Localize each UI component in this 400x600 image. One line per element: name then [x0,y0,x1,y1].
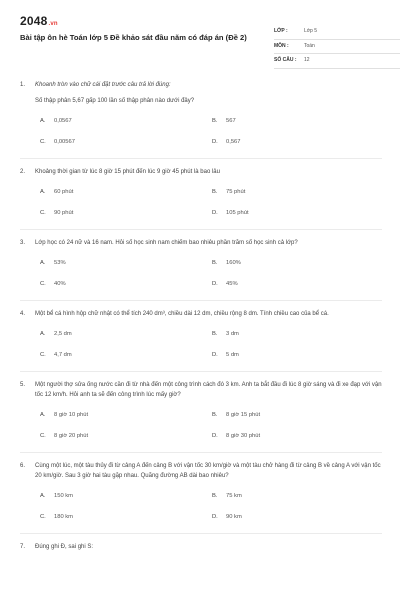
question-header [20,380,382,400]
option-row [20,187,382,197]
option-text: 40% [54,281,66,287]
option-text: 150 km [54,493,74,499]
logo[interactable] [20,14,58,28]
answer-option[interactable] [40,329,72,339]
option-text: 5 dm [226,352,239,358]
option-text: 105 phút [226,210,249,216]
answer-option[interactable] [40,512,73,522]
option-row [20,279,382,289]
answer-option[interactable] [212,491,242,501]
question-divider [20,158,382,159]
option-text: 567 [226,118,236,124]
answer-option[interactable] [212,410,260,420]
option-text: 0,0567 [54,118,72,124]
answer-option[interactable] [40,258,66,268]
answer-option[interactable] [212,208,249,218]
option-letter: B. [212,189,218,195]
question-header [20,167,382,177]
option-text: 90 km [226,514,242,520]
option-letter: C. [40,210,46,216]
answer-option[interactable] [212,137,241,147]
answer-option[interactable] [40,410,88,420]
question-header [20,309,382,319]
info-value: Lớp 5 [304,28,318,34]
option-text: 3 dm [226,331,239,337]
question-text: Khoanh tròn vào chữ cái đặt trước câu trả lời đúng: [35,82,171,88]
option-letter: D. [212,514,218,520]
answer-option[interactable] [212,258,241,268]
answer-option[interactable] [40,208,73,218]
page-title: Bài tập ôn hè Toán lớp 5 Đề khảo sát đầu năm có đáp án (Đề 2) [20,33,247,42]
question-6 [20,461,382,534]
option-text: 4,7 dm [54,352,72,358]
question-header [20,542,382,552]
question-2 [20,167,382,230]
option-row [20,329,382,339]
answer-option[interactable] [212,279,238,289]
question-number: 7. [20,544,26,550]
answer-option[interactable] [212,187,245,197]
info-value: 12 [304,57,310,63]
answer-option[interactable] [212,512,242,522]
option-text: 45% [226,281,238,287]
option-letter: A. [40,331,46,337]
option-row [20,208,382,218]
answer-option[interactable] [40,279,66,289]
answer-options [20,410,382,441]
option-letter: A. [40,189,46,195]
header [20,14,382,62]
option-text: 160% [226,260,241,266]
answer-option[interactable] [40,137,75,147]
answer-option[interactable] [40,187,73,197]
question-5 [20,380,382,453]
question-divider [20,533,382,534]
answer-options [20,116,382,147]
option-text: 75 km [226,493,242,499]
answer-option[interactable] [212,431,260,441]
option-letter: C. [40,139,46,145]
question-divider [20,300,382,301]
option-text: 2,5 dm [54,331,72,337]
answer-option[interactable] [212,329,239,339]
option-letter: D. [212,139,218,145]
info-row-subject [274,41,400,55]
logo-text: 2048 [20,14,48,28]
question-divider [20,371,382,372]
option-row [20,431,382,441]
option-letter: A. [40,118,46,124]
option-text: 8 giờ 20 phút [54,433,89,439]
option-letter: B. [212,260,218,266]
question-number: 2. [20,169,26,175]
question-header [20,238,382,248]
question-1 [20,80,382,159]
question-number: 3. [20,240,26,246]
question-header [20,461,382,481]
option-letter: D. [212,281,218,287]
question-4 [20,309,382,372]
question-3 [20,238,382,301]
question-text: Một bể cá hình hộp chữ nhật có thể tích 240 dm³, chiều dài 12 dm, chiều rộng 8 dm. Tính chiều cao của bể cá. [35,311,329,317]
question-divider [20,229,382,230]
option-row [20,410,382,420]
logo-suffix: .vn [48,21,58,27]
question-list [20,80,382,552]
option-letter: A. [40,412,46,418]
option-letter: C. [40,281,46,287]
option-row [20,491,382,501]
question-text: Lớp học có 24 nữ và 16 nam. Hỏi số học sinh nam chiếm bao nhiêu phần trăm số học sinh cả lớp? [35,240,298,246]
answer-options [20,329,382,360]
answer-options [20,258,382,289]
option-row [20,350,382,360]
question-text: Đúng ghi Đ, sai ghi S: [35,544,94,550]
question-number: 6. [20,463,26,469]
info-panel [274,26,400,70]
option-letter: C. [40,352,46,358]
option-text: 90 phút [54,210,74,216]
question-text: Khoảng thời gian từ lúc 8 giờ 15 phút đến lúc 9 giờ 45 phút là bao lâu [35,169,220,175]
option-letter: D. [212,433,218,439]
answer-options [20,187,382,218]
info-label: LỚP : [274,28,288,34]
question-7 [20,542,382,552]
info-label: MÔN : [274,42,289,49]
option-letter: B. [212,118,218,124]
option-text: 8 giờ 15 phút [226,412,261,418]
option-text: 8 giờ 10 phút [54,412,89,418]
question-text: Cùng một lúc, một tàu thủy đi từ cảng A đến cảng B với vận tốc 30 km/giờ và một tàu chở hàng đi từ cảng B về cảng A với vận tốc 20 km/giờ. Sau 3 giờ hai tàu gặp nhau. Quãng đường AB dài bao nhiêu? [35,463,381,479]
info-value: Toán [304,42,315,49]
question-subtext: Số thập phân 5,67 gấp 100 lần số thập phân nào dưới đây? [35,98,195,104]
question-number: 5. [20,382,26,388]
option-text: 53% [54,260,66,266]
info-row-class [274,26,400,40]
option-row [20,116,382,126]
option-text: 60 phút [54,189,74,195]
option-text: 180 km [54,514,74,520]
question-text: Một người thợ sửa ống nước cần đi từ nhà đến một công trình cách đó 3 km. Anh ta bắt đầu đi lúc 8 giờ sáng và đi xe đạp với vận tốc 12 km/h. Hỏi anh ta sẽ đến công trình lúc mấy giờ? [35,382,382,398]
option-text: 8 giờ 30 phút [226,433,261,439]
question-number: 1. [20,82,26,88]
option-letter: C. [40,514,46,520]
option-row [20,512,382,522]
option-letter: B. [212,331,218,337]
option-text: 0,00567 [54,139,75,145]
option-text: 75 phút [226,189,246,195]
answer-option[interactable] [40,350,72,360]
answer-option[interactable] [212,116,236,126]
question-divider [20,452,382,453]
answer-options [20,491,382,522]
answer-option[interactable] [40,116,72,126]
option-text: 0,567 [226,139,241,145]
option-letter: D. [212,210,218,216]
answer-option[interactable] [40,491,73,501]
option-row [20,137,382,147]
option-letter: B. [212,493,218,499]
option-letter: C. [40,433,46,439]
option-row [20,258,382,268]
answer-option[interactable] [212,350,239,360]
question-header [20,80,382,90]
option-letter: B. [212,412,218,418]
question-number: 4. [20,311,26,317]
answer-option[interactable] [40,431,88,441]
option-letter: A. [40,493,46,499]
info-row-count [274,55,400,69]
info-label: SỐ CÂU : [274,57,297,63]
option-letter: A. [40,260,46,266]
option-letter: D. [212,352,218,358]
